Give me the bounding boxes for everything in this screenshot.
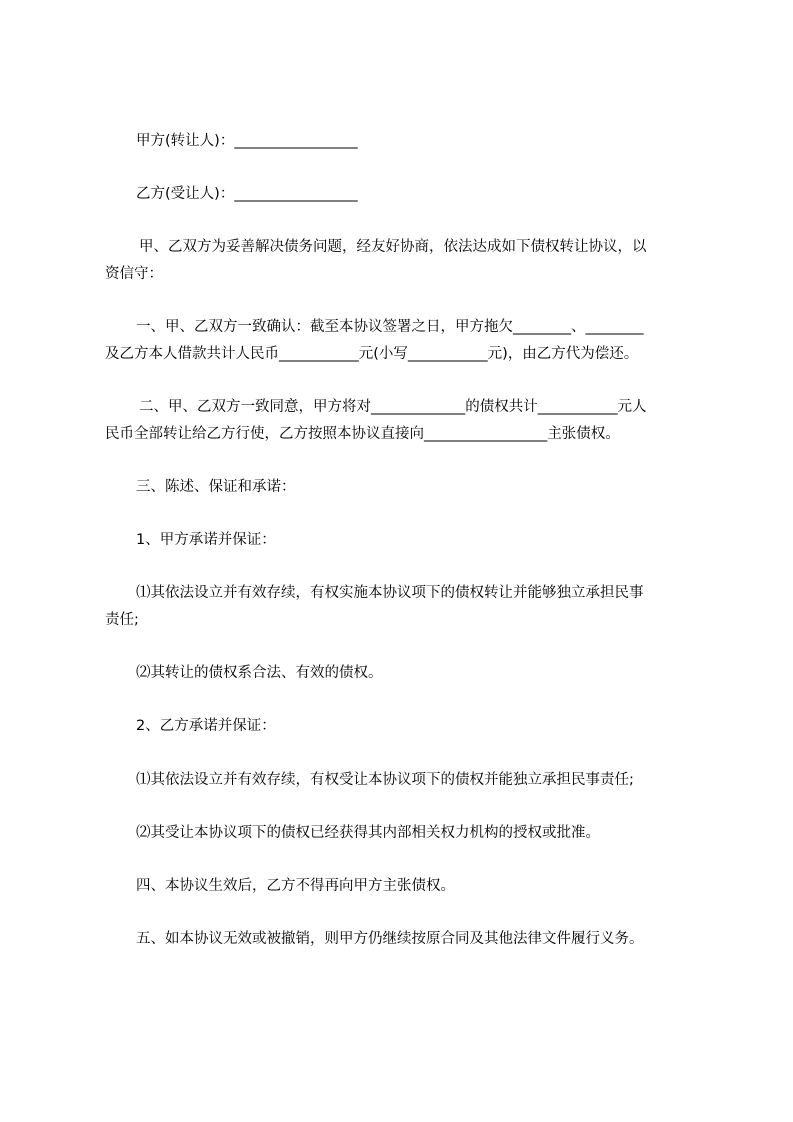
party-b-warranty-item-1: ⑴其依法设立并有效存续，有权受让本协议项下的债权并能独立承担民事责任;: [136, 772, 634, 788]
clause-4: 四、本协议生效后，乙方不得再向甲方主张债权。: [136, 878, 455, 894]
preamble-line-1: 甲、乙双方为妥善解决债务问题，经友好协商，依法达成如下债权转让协议，以: [139, 239, 647, 255]
party-a-warranty-item-1-line-2: 责任;: [105, 612, 139, 628]
preamble-line-2: 资信守：: [105, 266, 163, 282]
clause-1-line-1: 一、甲、乙双方一致确认：截至本协议签署之日，甲方拖欠________、________: [136, 319, 644, 335]
party-b-warranty-heading: 2、乙方承诺并保证：: [136, 718, 276, 734]
party-a-line: 甲方(转让人)：_________________: [136, 133, 358, 149]
party-a-warranty-item-1-line-1: ⑴其依法设立并有效存续，有权实施本协议项下的债权转让并能够独立承担民事: [136, 585, 644, 601]
clause-1-line-2: 及乙方本人借款共计人民币___________元(小写___________元)，由乙方代为偿还。: [105, 346, 639, 362]
clause-2-line-1: 二、甲、乙双方一致同意，甲方将对_____________的债权共计___________元人: [139, 399, 647, 415]
party-b-line: 乙方(受让人)：_________________: [136, 186, 358, 202]
party-b-warranty-item-2: ⑵其受让本协议项下的债权已经获得其内部相关权力机构的授权或批准。: [136, 825, 600, 841]
party-a-warranty-item-2: ⑵其转让的债权系合法、有效的债权。: [136, 665, 383, 681]
party-a-warranty-heading: 1、甲方承诺并保证：: [136, 532, 276, 548]
clause-3-heading: 三、陈述、保证和承诺：: [136, 479, 296, 495]
clause-5: 五、如本协议无效或被撤销，则甲方仍继续按原合同及其他法律文件履行义务。: [136, 931, 644, 947]
clause-2-line-2: 民币全部转让给乙方行使，乙方按照本协议直接向_________________主张债权。: [105, 426, 620, 442]
